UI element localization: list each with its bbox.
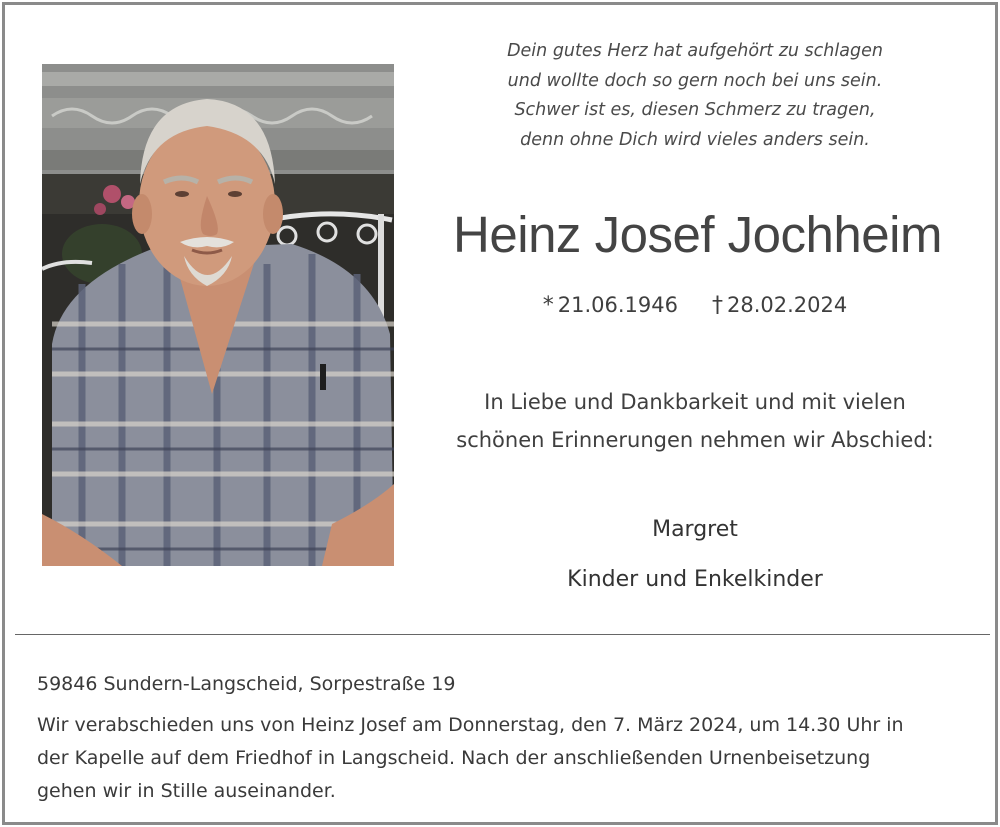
mourners <box>445 505 945 605</box>
service-info <box>37 709 987 808</box>
memorial-poem <box>445 37 945 155</box>
deceased-name: Heinz Josef Jochheim <box>453 206 942 263</box>
portrait-photo <box>42 64 394 566</box>
poem-line: Schwer ist es, diesen Schmerz zu tragen, <box>514 100 876 120</box>
divider <box>15 634 990 635</box>
death-cross-icon: † <box>712 293 723 318</box>
service-line: der Kapelle auf dem Friedhof in Langscheid. Nach der anschließenden Urnenbeisetzung <box>37 747 871 769</box>
poem-line: Dein gutes Herz hat aufgehört zu schlagen <box>507 41 883 61</box>
service-line: Wir verabschieden uns von Heinz Josef am Donnerstag, den 7. März 2024, um 14.30 Uhr in <box>37 714 904 736</box>
farewell-line: In Liebe und Dankbarkeit und mit vielen <box>484 390 906 414</box>
death-date: 28.02.2024 <box>727 293 848 317</box>
poem-line: und wollte doch so gern noch bei uns sein. <box>507 70 883 91</box>
life-dates <box>445 290 945 321</box>
address: 59846 Sundern-Langscheid, Sorpestraße 19 <box>37 673 456 695</box>
farewell-line: schönen Erinnerungen nehmen wir Abschied: <box>456 428 934 452</box>
obituary-card <box>2 2 998 825</box>
service-line: gehen wir in Stille auseinander. <box>37 780 336 802</box>
birth-star-icon: * <box>542 293 554 318</box>
poem-line: denn ohne Dich wird vieles anders sein. <box>520 129 870 150</box>
birth-date: 21.06.1946 <box>557 293 678 317</box>
mourner-line: Margret <box>652 517 738 542</box>
mourner-line: Kinder und Enkelkinder <box>567 567 823 592</box>
farewell-text <box>435 383 955 459</box>
portrait-illustration <box>42 64 394 566</box>
